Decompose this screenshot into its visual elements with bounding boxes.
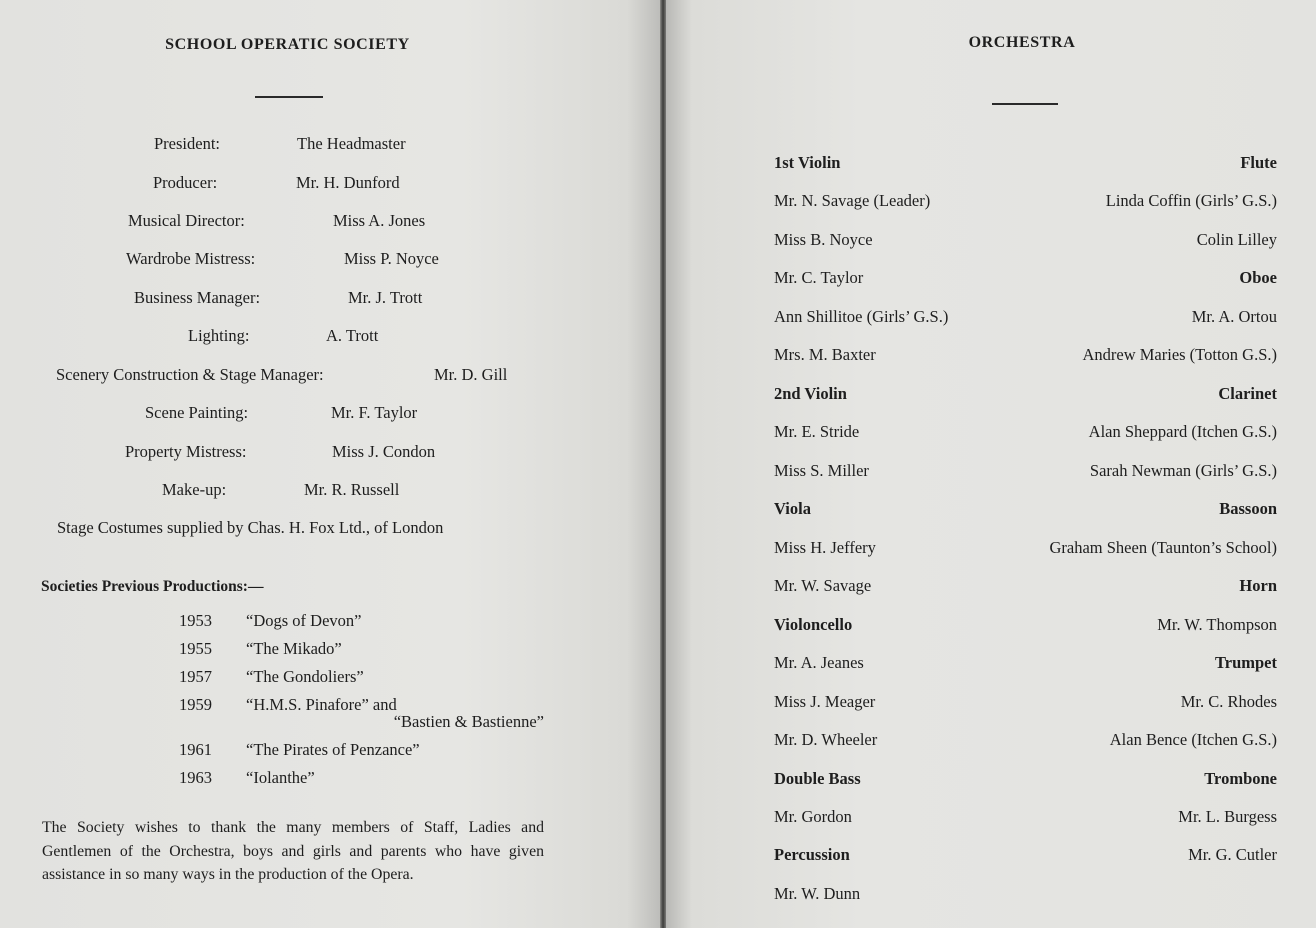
musician-name: Colin Lilley [1196, 230, 1277, 249]
section-heading: Bassoon [1219, 499, 1277, 518]
musician-name: Alan Sheppard (Itchen G.S.) [1088, 422, 1277, 441]
musician-name: Miss S. Miller [774, 461, 869, 480]
role-label: Make-up: [162, 480, 227, 499]
role-value: Miss A. Jones [333, 211, 426, 230]
production-title: “The Mikado” [246, 639, 342, 658]
musician-name: Graham Sheen (Taunton’s School) [1049, 538, 1277, 557]
society-title: SCHOOL OPERATIC SOCIETY [165, 36, 410, 53]
orchestra-title: ORCHESTRA [968, 34, 1076, 51]
role-label: Scene Painting: [145, 403, 249, 422]
production-title: “H.M.S. Pinafore” and [246, 695, 397, 714]
musician-name: Mr. C. Taylor [774, 268, 864, 287]
musician-name: Miss H. Jeffery [774, 538, 876, 557]
role-label: President: [154, 134, 220, 153]
section-heading: Double Bass [774, 769, 861, 788]
production-title: “Dogs of Devon” [246, 611, 362, 630]
title-rule [255, 96, 323, 98]
title-rule [992, 103, 1058, 105]
section-heading: Oboe [1239, 268, 1277, 287]
previous-productions-heading: Societies Previous Productions:— [41, 578, 264, 595]
production-title: “Iolanthe” [246, 768, 315, 787]
musician-name: Mr. G. Cutler [1188, 845, 1277, 864]
thanks-paragraph: The Society wishes to thank the many members of Staff, Ladies and Gentlemen of the Orchestra, boys and girls and parents who have given assistance in so many ways in the production of the Opera. [42, 819, 544, 883]
musician-name: Mr. C. Rhodes [1180, 692, 1277, 711]
section-heading: 1st Violin [774, 153, 841, 172]
section-heading: 2nd Violin [774, 384, 847, 403]
role-value: A. Trott [326, 326, 379, 345]
section-heading: Horn [1239, 576, 1277, 595]
role-label: Wardrobe Mistress: [126, 249, 256, 268]
section-heading: Viola [774, 499, 811, 518]
role-value: Miss P. Noyce [344, 249, 439, 268]
costumes-note: Stage Costumes supplied by Chas. H. Fox Ltd., of London [57, 518, 444, 537]
role-label: Lighting: [188, 326, 250, 345]
musician-name: Mr. N. Savage (Leader) [774, 191, 931, 210]
role-label: Musical Director: [128, 211, 245, 230]
role-value: Mr. R. Russell [304, 480, 400, 499]
section-heading: Clarinet [1218, 384, 1277, 403]
role-label: Property Mistress: [125, 442, 247, 461]
role-value: Mr. J. Trott [348, 288, 423, 307]
role-label: Scenery Construction & Stage Manager: [56, 365, 324, 384]
musician-name: Mr. L. Burgess [1178, 807, 1277, 826]
production-year: 1957 [179, 667, 212, 686]
section-heading: Trumpet [1214, 653, 1277, 672]
role-label: Producer: [153, 173, 218, 192]
production-year: 1955 [179, 639, 212, 658]
role-value: Miss J. Condon [332, 442, 436, 461]
musician-name: Mrs. M. Baxter [774, 345, 876, 364]
production-year: 1953 [179, 611, 212, 630]
musician-name: Miss J. Meager [774, 692, 876, 711]
musician-name: Linda Coffin (Girls’ G.S.) [1105, 191, 1277, 210]
section-heading: Violoncello [774, 615, 853, 634]
role-value: Mr. F. Taylor [331, 403, 418, 422]
production-title-continued: “Bastien & Bastienne” [393, 712, 544, 731]
role-label: Business Manager: [134, 288, 261, 307]
musician-name: Mr. A. Jeanes [774, 653, 864, 672]
section-heading: Flute [1240, 153, 1277, 172]
musician-name: Mr. Gordon [774, 807, 852, 826]
musician-name: Mr. E. Stride [774, 422, 860, 441]
musician-name: Mr. W. Thompson [1157, 615, 1277, 634]
musician-name: Ann Shillitoe (Girls’ G.S.) [774, 307, 949, 326]
production-title: “The Gondoliers” [246, 667, 364, 686]
musician-name: Sarah Newman (Girls’ G.S.) [1089, 461, 1277, 480]
right-page [666, 0, 1316, 928]
production-title: “The Pirates of Penzance” [246, 740, 420, 759]
musician-name: Mr. W. Savage [774, 576, 872, 595]
section-heading: Trombone [1204, 769, 1277, 788]
musician-name: Alan Bence (Itchen G.S.) [1109, 730, 1277, 749]
musician-name: Andrew Maries (Totton G.S.) [1082, 345, 1277, 364]
role-value: Mr. D. Gill [434, 365, 508, 384]
musician-name: Mr. A. Ortou [1191, 307, 1277, 326]
role-value: Mr. H. Dunford [296, 173, 400, 192]
musician-name: Mr. D. Wheeler [774, 730, 878, 749]
musician-name: Miss B. Noyce [774, 230, 873, 249]
production-year: 1961 [179, 740, 212, 759]
musician-name: Mr. W. Dunn [774, 884, 861, 903]
section-heading: Percussion [774, 845, 850, 864]
production-year: 1959 [179, 695, 212, 714]
production-year: 1963 [179, 768, 212, 787]
role-value: The Headmaster [297, 134, 406, 153]
